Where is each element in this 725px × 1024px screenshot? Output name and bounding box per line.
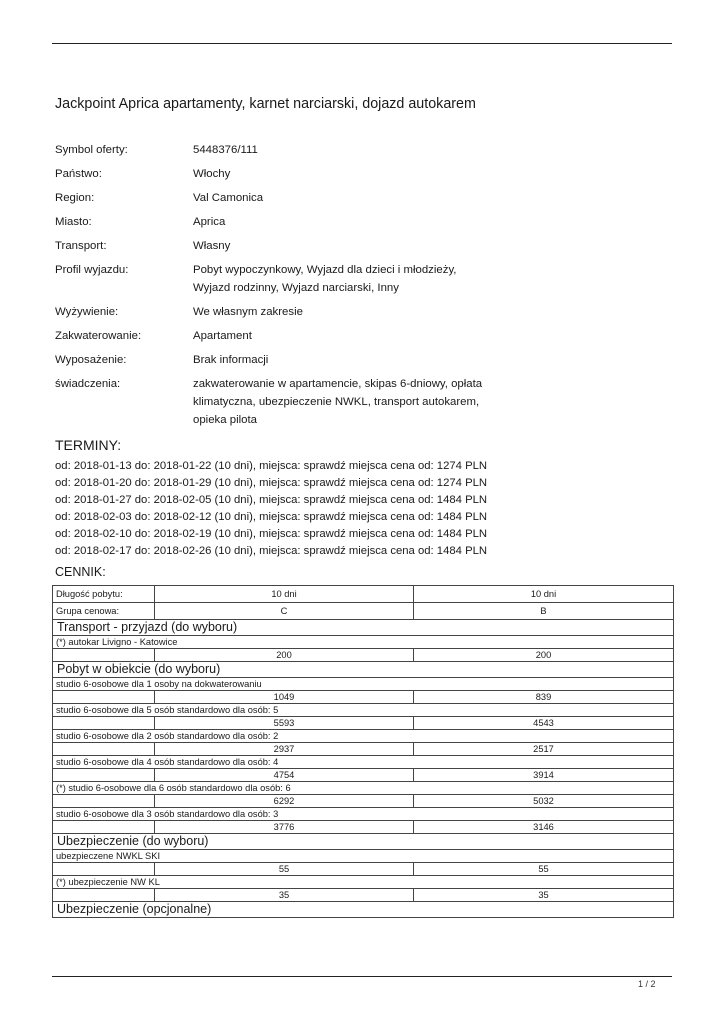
info-value: 5448376/111 (193, 144, 258, 156)
price-empty-cell (53, 821, 155, 834)
info-label: Region: (55, 192, 95, 204)
price-col2: 3914 (414, 769, 674, 782)
price-row (53, 863, 674, 876)
item-row (53, 850, 674, 863)
item-label: ubezpieczene NWKL SKI (53, 850, 674, 863)
item-label: studio 6-osobowe dla 3 osób standardowo dla osób: 3 (53, 808, 674, 821)
top-divider (52, 43, 672, 44)
info-label: Wyżywienie: (55, 306, 119, 318)
page-title: Jackpoint Aprica apartamenty, karnet narciarski, dojazd autokarem (55, 96, 476, 112)
price-col2: 2517 (414, 743, 674, 756)
price-col2: 4543 (414, 717, 674, 730)
table-header-row (53, 586, 674, 603)
price-empty-cell (53, 717, 155, 730)
info-row (55, 375, 615, 429)
info-row (55, 237, 615, 255)
price-col1: 3776 (155, 821, 414, 834)
price-empty-cell (53, 863, 155, 876)
section-title: Transport - przyjazd (do wyboru) (53, 620, 674, 636)
price-row (53, 889, 674, 902)
item-label: (*) studio 6-osobowe dla 6 osób standardowo dla osób: 6 (53, 782, 674, 795)
terminy-list (55, 458, 487, 561)
price-col1: 200 (155, 649, 414, 662)
price-col1: 4754 (155, 769, 414, 782)
item-row (53, 730, 674, 743)
price-empty-cell (53, 649, 155, 662)
section-row (53, 620, 674, 636)
info-label: Państwo: (55, 168, 102, 180)
cennik-heading: CENNIK: (55, 565, 106, 579)
info-row (55, 165, 615, 183)
item-row (53, 756, 674, 769)
price-empty-cell (53, 691, 155, 704)
info-value: Val Camonica (193, 192, 264, 204)
header-col1: C (155, 603, 414, 620)
item-label: studio 6-osobowe dla 1 osoby na dokwaterowaniu (53, 678, 674, 691)
info-label: Profil wyjazdu: (55, 264, 129, 276)
info-row (55, 351, 615, 369)
price-col1: 6292 (155, 795, 414, 808)
item-label: studio 6-osobowe dla 4 osób standardowo dla osób: 4 (53, 756, 674, 769)
item-row (53, 678, 674, 691)
info-row (55, 189, 615, 207)
section-title: Ubezpieczenie (do wyboru) (53, 834, 674, 850)
info-value: zakwaterowanie w apartamencie, skipas 6-dniowy, opłata klimatyczna, ubezpieczenie NWKL, transport autokarem, opieka pilota (193, 378, 483, 426)
item-label: studio 6-osobowe dla 2 osób standardowo dla osób: 2 (53, 730, 674, 743)
page-number: 1 / 2 (638, 979, 656, 989)
section-row (53, 902, 674, 918)
termin-item: od: 2018-02-10 do: 2018-02-19 (10 dni), miejsca: sprawdź miejsca cena od: 1484 PLN (55, 528, 488, 541)
bottom-divider (52, 976, 672, 977)
price-row (53, 821, 674, 834)
item-label: studio 6-osobowe dla 5 osób standardowo dla osób: 5 (53, 704, 674, 717)
info-value: Apartament (193, 330, 252, 342)
price-row (53, 649, 674, 662)
price-row (53, 769, 674, 782)
item-row (53, 636, 674, 649)
header-col2: 10 dni (414, 586, 674, 603)
price-col1: 2937 (155, 743, 414, 756)
info-value: Aprica (193, 216, 226, 228)
price-col2: 5032 (414, 795, 674, 808)
info-value: Własny (193, 240, 231, 252)
info-row (55, 303, 615, 321)
info-value: Brak informacji (193, 354, 269, 366)
info-row (55, 327, 615, 345)
price-row (53, 743, 674, 756)
price-col2: 3146 (414, 821, 674, 834)
offer-info (55, 141, 615, 435)
price-empty-cell (53, 743, 155, 756)
section-row (53, 834, 674, 850)
info-label: świadczenia: (55, 378, 121, 390)
termin-item: od: 2018-02-17 do: 2018-02-26 (10 dni), miejsca: sprawdź miejsca cena od: 1484 PLN (55, 545, 488, 558)
header-label: Długość pobytu: (53, 586, 155, 603)
termin-item: od: 2018-01-13 do: 2018-01-22 (10 dni), miejsca: sprawdź miejsca cena od: 1274 PLN (55, 460, 488, 472)
terminy-heading: TERMINY: (55, 437, 122, 453)
section-title: Pobyt w obiekcie (do wyboru) (53, 662, 674, 678)
header-col2: B (414, 603, 674, 620)
info-label: Transport: (55, 240, 107, 252)
termin-item: od: 2018-01-27 do: 2018-02-05 (10 dni), miejsca: sprawdź miejsca cena od: 1484 PLN (55, 494, 488, 507)
info-row (55, 261, 615, 297)
item-label: (*) autokar Livigno - Katowice (53, 636, 674, 649)
table-header-row (53, 603, 674, 620)
price-col2: 200 (414, 649, 674, 662)
info-label: Wyposażenie: (55, 354, 127, 366)
price-row (53, 691, 674, 704)
price-col1: 5593 (155, 717, 414, 730)
section-title: Ubezpieczenie (opcjonalne) (53, 902, 674, 918)
price-row (53, 717, 674, 730)
item-label: (*) ubezpieczenie NW KL (53, 876, 674, 889)
price-empty-cell (53, 769, 155, 782)
price-empty-cell (53, 795, 155, 808)
item-row (53, 876, 674, 889)
section-row (53, 662, 674, 678)
price-table (52, 585, 674, 918)
price-empty-cell (53, 889, 155, 902)
info-value: We własnym zakresie (193, 306, 303, 318)
price-col2: 35 (414, 889, 674, 902)
item-row (53, 808, 674, 821)
price-col2: 839 (414, 691, 674, 704)
header-col1: 10 dni (155, 586, 414, 603)
price-col1: 55 (155, 863, 414, 876)
header-label: Grupa cenowa: (53, 603, 155, 620)
info-label: Miasto: (55, 216, 92, 228)
price-col2: 55 (414, 863, 674, 876)
item-row (53, 782, 674, 795)
info-value: Włochy (193, 168, 231, 180)
termin-item: od: 2018-02-03 do: 2018-02-12 (10 dni), miejsca: sprawdź miejsca cena od: 1484 PLN (55, 511, 488, 524)
termin-item: od: 2018-01-20 do: 2018-01-29 (10 dni), miejsca: sprawdź miejsca cena od: 1274 PLN (55, 477, 488, 490)
info-label: Zakwaterowanie: (55, 330, 142, 342)
price-col1: 35 (155, 889, 414, 902)
info-value: Pobyt wypoczynkowy, Wyjazd dla dzieci i młodzieży, Wyjazd rodzinny, Wyjazd narciarski, Inny (193, 264, 457, 294)
item-row (53, 704, 674, 717)
price-row (53, 795, 674, 808)
info-row (55, 141, 615, 159)
price-col1: 1049 (155, 691, 414, 704)
info-row (55, 213, 615, 231)
info-label: Symbol oferty: (55, 144, 128, 156)
